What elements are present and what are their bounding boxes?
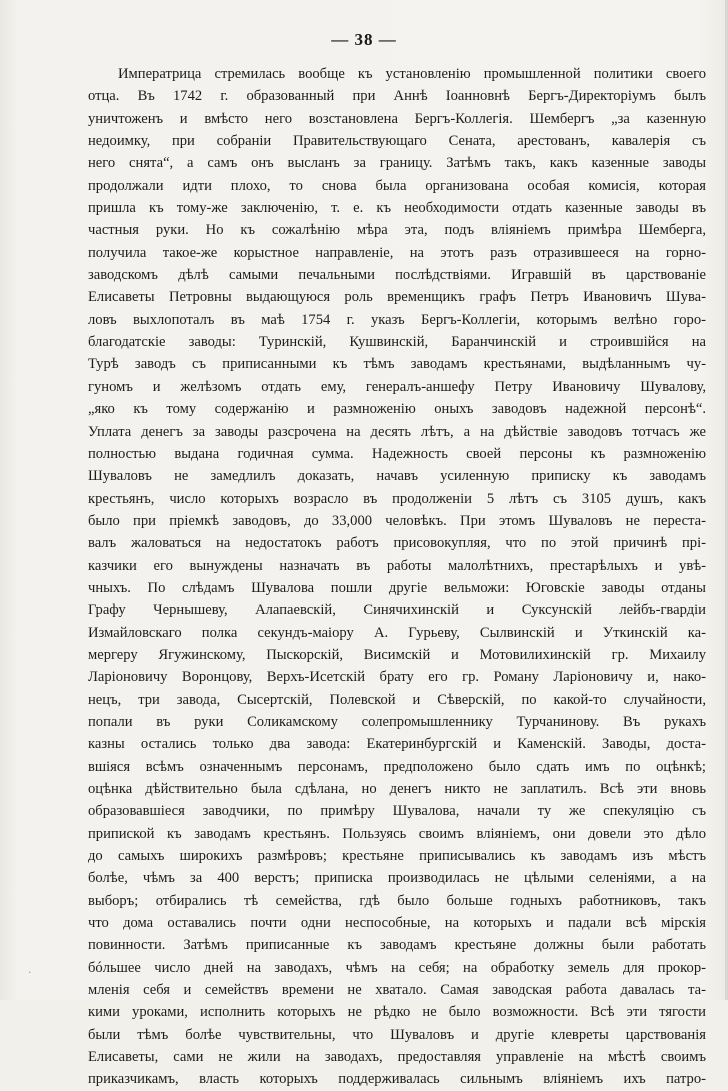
text-line: бóльшее число дней на заводахъ, чѣмъ на себя; на обработку земель для прокор- [88,959,706,976]
text-line: Турѣ заводъ съ приписанными къ тѣмъ заводамъ крестьянами, выдѣланнымъ чу- [88,356,706,373]
body-text [88,63,706,1091]
text-line: что дома оставались почти одни неспособные, на которыхъ и падали всѣ мірскія [88,915,706,932]
text-line: недоимку, при собраніи Правительствующаго Сената, арестованъ, кавалерія съ [88,133,706,150]
text-line: мленія себя и семействъ времени не хватало. Самая заводская работа давалась та- [88,982,706,999]
text-line: выборъ; отбирались тѣ семейства, гдѣ было больше годныхъ работниковъ, такъ [88,892,706,909]
text-line: было при пріемкѣ заводовъ, до 33,000 человѣкъ. При этомъ Шуваловъ не переста- [88,512,706,529]
text-line: уничтоженъ и вмѣсто него возстановлена Бергъ-Коллегія. Шембергъ „за казенную [88,110,706,127]
text-line: казчики его вынуждены назначать въ работы малолѣтнихъ, престарѣлыхъ и увѣ- [88,557,706,574]
text-line: благодатскіе заводы: Туринскій, Кушвинскій, Баранчинскій и строившійся на [88,334,706,351]
text-line: приказчикамъ, власть которыхъ поддерживалась сильнымъ вліяніемъ ихъ патро- [88,1071,706,1088]
text-line: пришла къ тому-же заключенію, т. е. къ необходимости отдать казенные заводы въ [88,200,706,217]
text-line: казны остались только два завода: Екатеринбургскій и Каменскій. Заводы, доста- [88,736,706,753]
text-line: „яко къ тому содержанію и размноженію оныхъ заводовъ надежной персонѣ“. [88,401,706,418]
text-line: гуномъ и желѣзомъ отдать ему, генералъ-аншефу Петру Ивановичу Шувалову, [88,378,706,395]
text-line: кими уроками, исполнить которыхъ не рѣдко не было возможности. Всѣ эти тягости [88,1004,706,1021]
text-line: полностью выдана годичная сумма. Надежность своей персоны къ размноженію [88,445,706,462]
text-line: Елисаветы, сами не жили на заводахъ, предоставляя управленіе на мѣстѣ своимъ [88,1049,706,1066]
text-line: повинности. Затѣмъ приписанные къ заводамъ крестьяне должны были работать [88,937,706,954]
text-line: нецъ, три завода, Сысертскій, Полевской и Сѣверскій, по какой-то случайности, [88,691,706,708]
text-line: заводскомъ дѣлѣ самыми печальными послѣдствіями. Игравшій въ царствованіе [88,267,706,284]
text-line: образовавшіеся заводчики, по примѣру Шувалова, начали ту же спекуляцію съ [88,803,706,820]
text-line: Графу Чернышеву, Алапаевскій, Синячихинскій и Суксунскій лейбъ-гвардіи [88,602,706,619]
text-line: попали въ руки Соликамскому солепромышленнику Турчанинову. Въ рукахъ [88,713,706,730]
text-line: болѣе, чѣмъ за 400 верстъ; приписка производилась не цѣлыми селеніями, а на [88,870,706,887]
margin-mark: · [28,966,32,979]
text-line: чныхъ. По слѣдамъ Шувалова пошли другіе вельможи: Юговскіе заводы отданы [88,579,706,596]
text-line: Уплата денегъ за заводы разсрочена на десять лѣтъ, а на дѣйствіе заводовъ тотчасъ же [88,423,706,440]
text-line: мергеру Ягужинскому, Пыскорскій, Висимскій и Мотовилихинскій гр. Михаилу [88,646,706,663]
text-line: вшіяся всѣмъ означеннымъ персонамъ, предположено было сдать имъ по оцѣнкѣ; [88,758,706,775]
text-line: ловъ выхлопоталъ въ маѣ 1754 г. указъ Бергъ-Коллегіи, которымъ велѣно горо- [88,311,706,328]
text-line: Шуваловъ не замедлилъ доказать, начавъ усиленную приписку къ заводамъ [88,468,706,485]
text-line: получила такое-же корыстное направленіе, на этотъ разъ отразившееся на горно- [88,244,706,261]
text-line: Измайловскаго полка секундъ-маіору А. Гурьеву, Сылвинскій и Уткинскій ка- [88,624,706,641]
text-line: припиской къ заводамъ крестьянъ. Пользуясь своимъ вліяніемъ, они довели это дѣло [88,825,706,842]
text-line: Елисаветы Петровны выдающуюся роль временщикъ графъ Петръ Ивановичъ Шува- [88,289,706,306]
text-line: Императрица стремилась вообще къ установленію промышленной политики своего [118,66,706,82]
text-line: Ларіоновичу Воронцову, Верхъ-Исетскій брату его гр. Роману Ларіоновичу и, нако- [88,669,706,686]
text-line: него снята“, а самъ онъ высланъ за границу. Затѣмъ такъ, какъ казенные заводы [88,155,706,172]
text-line: продолжали идти плохо, то снова была организована особая комисія, которая [88,177,706,194]
text-line: были тѣмъ болѣе чувствительны, что Шуваловъ и другіе клевреты царствованія [88,1026,706,1043]
text-line: оцѣнка дѣйствительно была сдѣлана, но денегъ никто не заплатилъ. Всѣ эти вновь [88,781,706,797]
text-line: крестьянъ, число которыхъ возрасло въ продолженіи 5 лѣтъ съ 3105 душъ, какъ [88,490,706,507]
text-line: валъ жаловаться на недостатокъ работъ присовокупляя, что по этой причинѣ прі- [88,535,706,552]
page-number: — 38 — [331,30,397,49]
text-line: отца. Въ 1742 г. образованный при Аннѣ Іоанновнѣ Бергъ-Директоріумъ былъ [88,88,706,105]
text-line: частныя руки. Но къ сожалѣнію мѣра эта, подъ вліяніемъ примѣра Шемберга, [88,222,706,239]
text-line: до самыхъ широкихъ размѣровъ; крестьяне приписывались къ заводамъ изъ мѣстъ [88,848,706,865]
